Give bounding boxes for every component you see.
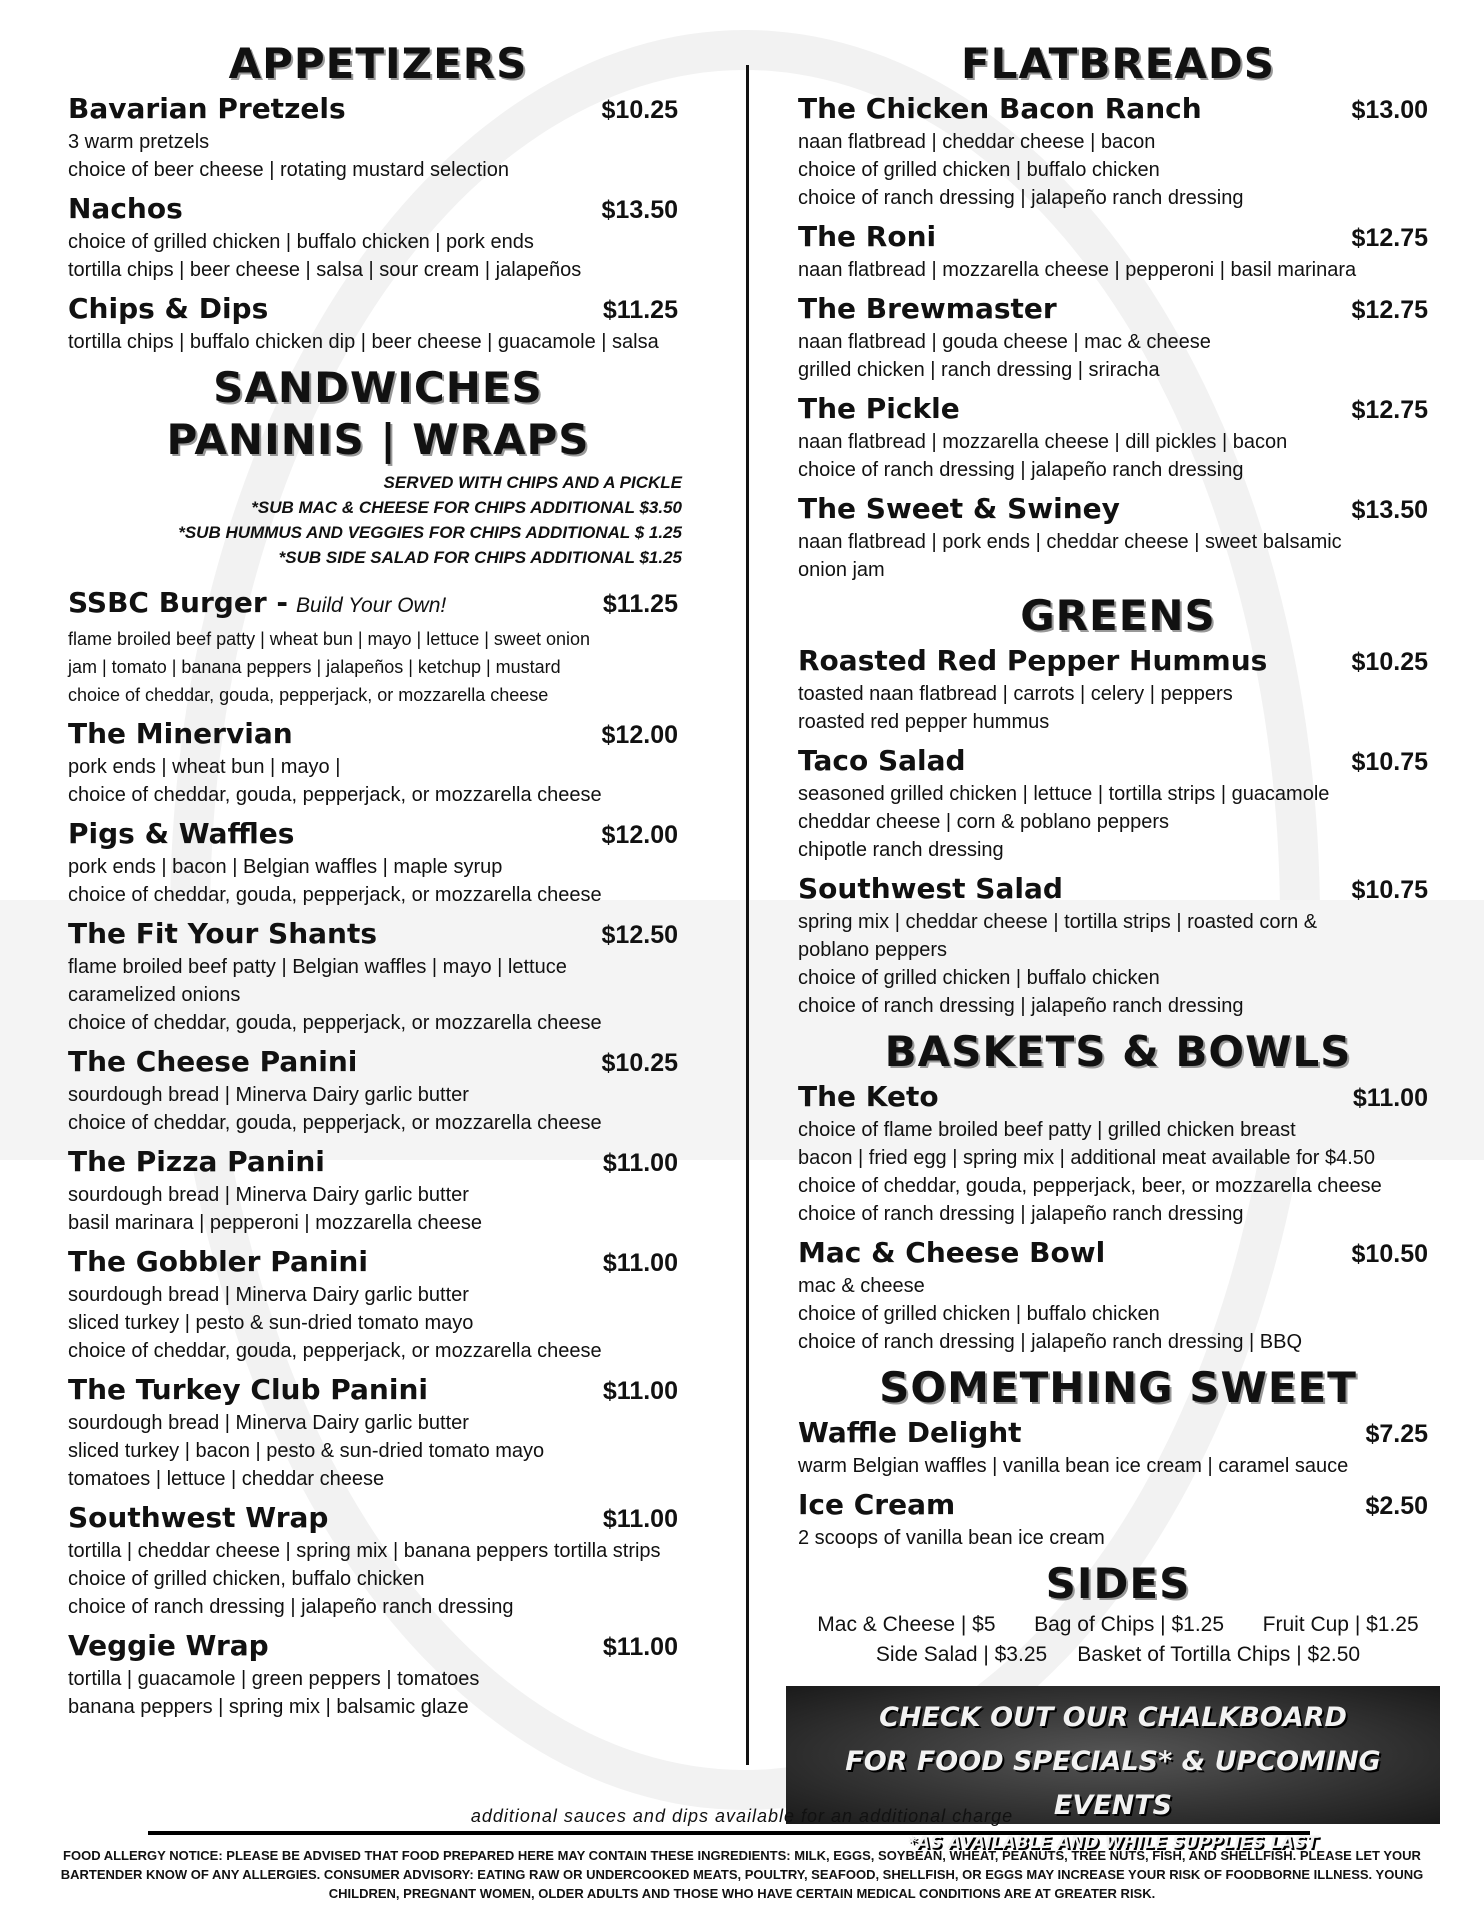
- menu-item-name: [68, 90, 346, 128]
- column-divider: [746, 65, 749, 1765]
- menu-item-name: [798, 1234, 1105, 1272]
- menu-item-price: $13.50: [601, 196, 678, 224]
- menu-item-header: [68, 1627, 688, 1665]
- menu-item-price: $11.00: [1352, 1084, 1428, 1112]
- menu-item-header: [68, 1371, 688, 1409]
- menu-item-description: seasoned grilled chicken | lettuce | tortilla strips | guacamole: [798, 783, 1330, 805]
- menu-item-description: sliced turkey | pesto & sun-dried tomato mayo: [68, 1312, 474, 1334]
- section-title: APPETIZERS: [228, 39, 528, 88]
- menu-item-header: [798, 290, 1438, 328]
- section-notes: [68, 470, 688, 570]
- menu-item-description: choice of cheddar, gouda, pepperjack, beer, or mozzarella cheese: [798, 1175, 1382, 1197]
- menu-item-header: [798, 218, 1438, 256]
- menu-item-name-text: The Pickle: [798, 392, 960, 425]
- menu-item-description: choice of cheddar, gouda, pepperjack, or mozzarella cheese: [68, 685, 549, 705]
- menu-item-header: [798, 490, 1438, 528]
- menu-item: [798, 1234, 1438, 1356]
- menu-item-header: [68, 290, 688, 328]
- menu-item: [68, 1043, 688, 1137]
- menu-item-name-text: The Pizza Panini: [68, 1145, 325, 1178]
- menu-item-description: poblano peppers: [798, 939, 948, 961]
- menu-item-description: toasted naan flatbread | carrots | celery | peppers: [798, 683, 1233, 705]
- menu-item-name: [68, 584, 446, 625]
- chalkboard-line: CHECK OUT OUR CHALKBOARD: [879, 1702, 1347, 1733]
- menu-item-description: tortilla | cheddar cheese | spring mix | banana peppers tortilla strips: [68, 1540, 661, 1562]
- side-item: Basket of Tortilla Chips | $2.50: [1077, 1643, 1361, 1666]
- menu-item-name-text: Roasted Red Pepper Hummus: [798, 644, 1268, 677]
- menu-item-name: [798, 290, 1057, 328]
- section-note: *SUB HUMMUS AND VEGGIES FOR CHIPS ADDITIONAL $ 1.25: [178, 523, 682, 542]
- menu-item-price: $13.00: [1351, 96, 1428, 124]
- section-title: SANDWICHES: [213, 363, 543, 412]
- menu-item-price: $10.25: [1351, 648, 1428, 676]
- menu-item: [68, 1143, 688, 1237]
- sides-section: [798, 1558, 1438, 1670]
- chalkboard-line: FOR FOOD SPECIALS* & UPCOMING EVENTS: [845, 1746, 1381, 1821]
- menu-item: [798, 290, 1438, 384]
- menu-item-name: [798, 870, 1063, 908]
- menu-item-name: [68, 1371, 428, 1409]
- menu-item-header: [68, 584, 688, 625]
- menu-item: [68, 90, 688, 184]
- menu-item: [798, 490, 1438, 584]
- menu-item-header: [798, 390, 1438, 428]
- section-note: *SUB SIDE SALAD FOR CHIPS ADDITIONAL $1.25: [278, 548, 682, 567]
- side-item: Bag of Chips | $1.25: [1034, 1613, 1225, 1636]
- menu-item: [68, 715, 688, 809]
- menu-item-description: sourdough bread | Minerva Dairy garlic butter: [68, 1412, 469, 1434]
- section-title: GREENS: [1020, 591, 1216, 640]
- menu-item-price: $10.50: [1351, 1240, 1428, 1268]
- menu-item: [798, 218, 1438, 284]
- menu-item: [68, 190, 688, 284]
- menu-item-price: $10.75: [1351, 876, 1428, 904]
- section-note: SERVED WITH CHIPS AND A PICKLE: [383, 473, 682, 492]
- menu-item-name: [68, 1143, 325, 1181]
- menu-item-name-text: The Sweet & Swiney: [798, 492, 1120, 525]
- menu-item-price: $11.00: [602, 1377, 678, 1405]
- menu-item-price: $11.00: [602, 1633, 678, 1661]
- menu-item-description: flame broiled beef patty | Belgian waffles | mayo | lettuce: [68, 956, 567, 978]
- menu-item-name: [798, 490, 1120, 528]
- menu-item-header: [68, 1499, 688, 1537]
- menu-item-description: sourdough bread | Minerva Dairy garlic butter: [68, 1084, 469, 1106]
- menu-item-description: tortilla chips | beer cheese | salsa | sour cream | jalapeños: [68, 259, 582, 281]
- menu-item-name-text: The Fit Your Shants: [68, 917, 378, 950]
- menu-item-description: tomatoes | lettuce | cheddar cheese: [68, 1468, 385, 1490]
- allergy-notice: FOOD ALLERGY NOTICE: PLEASE BE ADVISED THAT FOOD PREPARED HERE MAY CONTAIN THESE INGREDIENTS: MILK, EGGS, SOYBEAN, WHEAT, PEANUTS, TREE NUTS, FISH, AND SHELLFISH. PLEASE LET YOUR BARTENDER KNOW OF ANY ALLERGIES. CONSUMER ADVISORY: EATING RAW OR UNDERCOOKED MEATS, POULTRY, SEAFOOD, SHELLFISH, OR EGGS MAY INCREASE YOUR RISK OF FOODBORNE ILLNESS. YOUNG CHILDREN, PREGNANT WOMEN, OLDER ADULTS AND THOSE WHO HAVE CERTAIN MEDICAL CONDITIONS ARE AT GREATER RISK.: [60, 1848, 1424, 1901]
- menu-item-description: choice of ranch dressing | jalapeño ranch dressing: [798, 1203, 1244, 1225]
- menu-item-description: sourdough bread | Minerva Dairy garlic butter: [68, 1284, 469, 1306]
- menu-item-header: [68, 90, 688, 128]
- menu-item-header: [798, 742, 1438, 780]
- section-title: BASKETS & BOWLS: [884, 1027, 1352, 1076]
- menu-item-description: choice of ranch dressing | jalapeño ranch dressing: [798, 459, 1244, 481]
- menu-item-description: bacon | fried egg | spring mix | additional meat available for $4.50: [798, 1147, 1376, 1169]
- menu-item-name: [798, 390, 960, 428]
- menu-item-name-text: The Cheese Panini: [68, 1045, 358, 1078]
- menu-item-description: chipotle ranch dressing: [798, 839, 1004, 861]
- menu-item-name-text: The Chicken Bacon Ranch: [798, 92, 1202, 125]
- additional-charge-note: additional sauces and dips available for an additional charge: [470, 1806, 1014, 1826]
- menu-item-description: choice of grilled chicken | buffalo chicken: [798, 159, 1160, 181]
- menu-item-description: 3 warm pretzels: [68, 131, 210, 153]
- menu-item-name: [68, 815, 294, 853]
- menu-item-description: roasted red pepper hummus: [798, 711, 1050, 733]
- menu-item-description: sliced turkey | bacon | pesto & sun-dried tomato mayo: [68, 1440, 545, 1462]
- menu-item-name: [68, 1043, 357, 1081]
- menu-item-name: [68, 290, 268, 328]
- menu-item-name-text: Chips & Dips: [68, 292, 269, 325]
- menu-item-description: onion jam: [798, 559, 885, 581]
- menu-section: [798, 590, 1438, 1020]
- menu-item-name-text: The Minervian: [68, 717, 293, 750]
- menu-item-description: 2 scoops of vanilla bean ice cream: [798, 1527, 1105, 1549]
- section-title: SOMETHING SWEET: [879, 1363, 1357, 1412]
- menu-item: [68, 584, 688, 709]
- menu-item-header: [68, 190, 688, 228]
- menu-item-description: choice of grilled chicken, buffalo chicken: [68, 1568, 425, 1590]
- menu-item-header: [68, 1143, 688, 1181]
- menu-item-header: [68, 1243, 688, 1281]
- menu-item-header: [798, 1078, 1438, 1116]
- menu-item-tagline: Build Your Own!: [296, 594, 447, 617]
- menu-item-header: [798, 642, 1438, 680]
- menu-item-price: $12.00: [601, 821, 678, 849]
- menu-item-header: [798, 1234, 1438, 1272]
- menu-item-name: [798, 218, 936, 256]
- menu-item: [798, 90, 1438, 212]
- menu-item-description: naan flatbread | mozzarella cheese | dill pickles | bacon: [798, 431, 1288, 453]
- menu-item-name-text: Veggie Wrap: [68, 1629, 269, 1662]
- chalkboard-disclaimer: *AS AVAILABLE AND WHILE SUPPLIES LAST: [908, 1833, 1318, 1853]
- menu-item-description: choice of grilled chicken | buffalo chicken: [798, 967, 1160, 989]
- left-column: [68, 38, 688, 1727]
- menu-item-name-text: Mac & Cheese Bowl: [798, 1236, 1106, 1269]
- menu-item-name-text: The Brewmaster: [798, 292, 1057, 325]
- menu-item-description: cheddar cheese | corn & poblano peppers: [798, 811, 1170, 833]
- menu-item-name-text: Ice Cream: [798, 1488, 956, 1521]
- menu-item-name: [68, 1243, 368, 1281]
- menu-item-description: choice of grilled chicken | buffalo chicken: [798, 1303, 1160, 1325]
- menu-item: [68, 1243, 688, 1365]
- menu-item-name-text: Southwest Wrap: [68, 1501, 329, 1534]
- menu-section: [68, 38, 688, 356]
- menu-item-price: $10.25: [601, 1049, 678, 1077]
- menu-item-description: choice of ranch dressing | jalapeño ranch dressing: [68, 1596, 514, 1618]
- menu-item-description: choice of cheddar, gouda, pepperjack, or mozzarella cheese: [68, 1340, 602, 1362]
- menu-item: [798, 390, 1438, 484]
- menu-item-description: choice of beer cheese | rotating mustard selection: [68, 159, 509, 181]
- menu-item: [798, 1414, 1438, 1480]
- menu-item: [798, 742, 1438, 864]
- menu-item-header: [798, 1414, 1438, 1452]
- menu-item-name: [798, 642, 1267, 680]
- menu-item-name-text: The Roni: [798, 220, 937, 253]
- menu-item-description: naan flatbread | pork ends | cheddar cheese | sweet balsamic: [798, 531, 1342, 553]
- menu-item-description: choice of flame broiled beef patty | grilled chicken breast: [798, 1119, 1296, 1141]
- menu-item-price: $11.00: [602, 1249, 678, 1277]
- menu-item-name-text: Bavarian Pretzels: [68, 92, 346, 125]
- menu-item-name: [798, 1414, 1022, 1452]
- menu-item-header: [68, 915, 688, 953]
- menu-item-description: flame broiled beef patty | wheat bun | mayo | lettuce | sweet onion: [68, 629, 590, 649]
- menu-item-price: $2.50: [1365, 1492, 1428, 1520]
- menu-item-name-text: Pigs & Waffles: [68, 817, 295, 850]
- menu-item-description: choice of ranch dressing | jalapeño ranch dressing: [798, 187, 1244, 209]
- menu-item-name: [68, 190, 183, 228]
- menu-item-price: $10.75: [1351, 748, 1428, 776]
- menu-item: [798, 1486, 1438, 1552]
- menu-item: [68, 1627, 688, 1721]
- menu-item-price: $11.00: [602, 1505, 678, 1533]
- menu-item-name-text: SSBC Burger -: [68, 586, 289, 619]
- menu-item-name-text: Waffle Delight: [798, 1416, 1022, 1449]
- menu-item-description: basil marinara | pepperoni | mozzarella cheese: [68, 1212, 482, 1234]
- menu-section: [798, 38, 1438, 584]
- menu-item: [798, 642, 1438, 736]
- menu-item: [68, 1371, 688, 1493]
- menu-item-name: [68, 715, 293, 753]
- menu-item-description: tortilla chips | buffalo chicken dip | beer cheese | guacamole | salsa: [68, 331, 659, 353]
- menu-item: [68, 1499, 688, 1621]
- menu-item: [68, 290, 688, 356]
- menu-item-header: [798, 870, 1438, 908]
- menu-section: [798, 1362, 1438, 1552]
- menu-item-description: choice of ranch dressing | jalapeño ranch dressing | BBQ: [798, 1331, 1303, 1353]
- menu-item-name-text: The Keto: [798, 1080, 939, 1113]
- menu-item-name: [798, 1078, 939, 1116]
- menu-item-description: choice of cheddar, gouda, pepperjack, or mozzarella cheese: [68, 784, 602, 806]
- menu-item-description: caramelized onions: [68, 984, 241, 1006]
- menu-item-price: $11.25: [602, 296, 678, 324]
- menu-item-description: grilled chicken | ranch dressing | sriracha: [798, 359, 1160, 381]
- menu-item-price: $12.75: [1351, 296, 1428, 324]
- menu-item-name-text: Southwest Salad: [798, 872, 1063, 905]
- menu-item-description: choice of ranch dressing | jalapeño ranch dressing: [798, 995, 1244, 1017]
- menu-item-description: pork ends | bacon | Belgian waffles | maple syrup: [68, 856, 503, 878]
- menu-item-name-text: Nachos: [68, 192, 183, 225]
- chalkboard-banner: [786, 1686, 1440, 1853]
- menu-item: [798, 1078, 1438, 1228]
- menu-item-description: spring mix | cheddar cheese | tortilla strips | roasted corn &: [798, 911, 1318, 933]
- menu-item-price: $12.75: [1351, 396, 1428, 424]
- menu-item-name: [68, 1627, 269, 1665]
- menu-item-name-text: The Gobbler Panini: [68, 1245, 368, 1278]
- menu-item-name: [68, 915, 377, 953]
- menu-item-description: sourdough bread | Minerva Dairy garlic butter: [68, 1184, 469, 1206]
- menu-item-description: choice of grilled chicken | buffalo chicken | pork ends: [68, 231, 534, 253]
- menu-item-name-text: Taco Salad: [798, 744, 966, 777]
- right-column: [798, 38, 1438, 1853]
- section-subtitle: PANINIS | WRAPS: [166, 415, 590, 464]
- menu-section: [68, 362, 688, 1721]
- menu-item-description: banana peppers | spring mix | balsamic glaze: [68, 1696, 469, 1718]
- menu-item-description: choice of cheddar, gouda, pepperjack, or mozzarella cheese: [68, 1012, 602, 1034]
- menu-item-price: $12.75: [1351, 224, 1428, 252]
- menu-section: [798, 1026, 1438, 1356]
- menu-item-price: $10.25: [601, 96, 678, 124]
- menu-item-header: [798, 1486, 1438, 1524]
- menu-item-description: naan flatbread | cheddar cheese | bacon: [798, 131, 1156, 153]
- menu-item-description: naan flatbread | mozzarella cheese | pepperoni | basil marinara: [798, 259, 1357, 281]
- menu-item-description: choice of cheddar, gouda, pepperjack, or mozzarella cheese: [68, 884, 602, 906]
- menu-item-price: $13.50: [1351, 496, 1428, 524]
- menu-item-name: [798, 1486, 955, 1524]
- menu-item: [68, 815, 688, 909]
- menu-item-description: pork ends | wheat bun | mayo |: [68, 756, 341, 778]
- menu-item-header: [68, 815, 688, 853]
- menu-item-description: warm Belgian waffles | vanilla bean ice cream | caramel sauce: [798, 1455, 1349, 1477]
- menu-item: [68, 915, 688, 1037]
- section-title: SIDES: [1045, 1559, 1191, 1608]
- menu-item-description: tortilla | guacamole | green peppers | tomatoes: [68, 1668, 480, 1690]
- menu-item: [798, 870, 1438, 1020]
- side-item: Mac & Cheese | $5: [817, 1613, 996, 1636]
- section-note: *SUB MAC & CHEESE FOR CHIPS ADDITIONAL $3.50: [251, 498, 682, 517]
- menu-item-name-text: The Turkey Club Panini: [68, 1373, 428, 1406]
- menu-item-price: $11.25: [602, 590, 678, 618]
- menu-item-price: $12.50: [601, 921, 678, 949]
- menu-item-description: naan flatbread | gouda cheese | mac & cheese: [798, 331, 1211, 353]
- side-item: Fruit Cup | $1.25: [1262, 1613, 1419, 1636]
- menu-item-header: [798, 90, 1438, 128]
- menu-item-price: $11.00: [602, 1149, 678, 1177]
- section-title: FLATBREADS: [960, 39, 1275, 88]
- menu-item-price: $7.25: [1365, 1420, 1428, 1448]
- menu-item-price: $12.00: [601, 721, 678, 749]
- menu-item-description: choice of cheddar, gouda, pepperjack, or mozzarella cheese: [68, 1112, 602, 1134]
- menu-item-header: [68, 1043, 688, 1081]
- menu-item-name: [68, 1499, 328, 1537]
- menu-item-header: [68, 715, 688, 753]
- side-item: Side Salad | $3.25: [875, 1643, 1048, 1666]
- menu-item-description: mac & cheese: [798, 1275, 925, 1297]
- menu-item-description: jam | tomato | banana peppers | jalapeños | ketchup | mustard: [68, 657, 561, 677]
- menu-item-name: [798, 90, 1202, 128]
- menu-item-name: [798, 742, 966, 780]
